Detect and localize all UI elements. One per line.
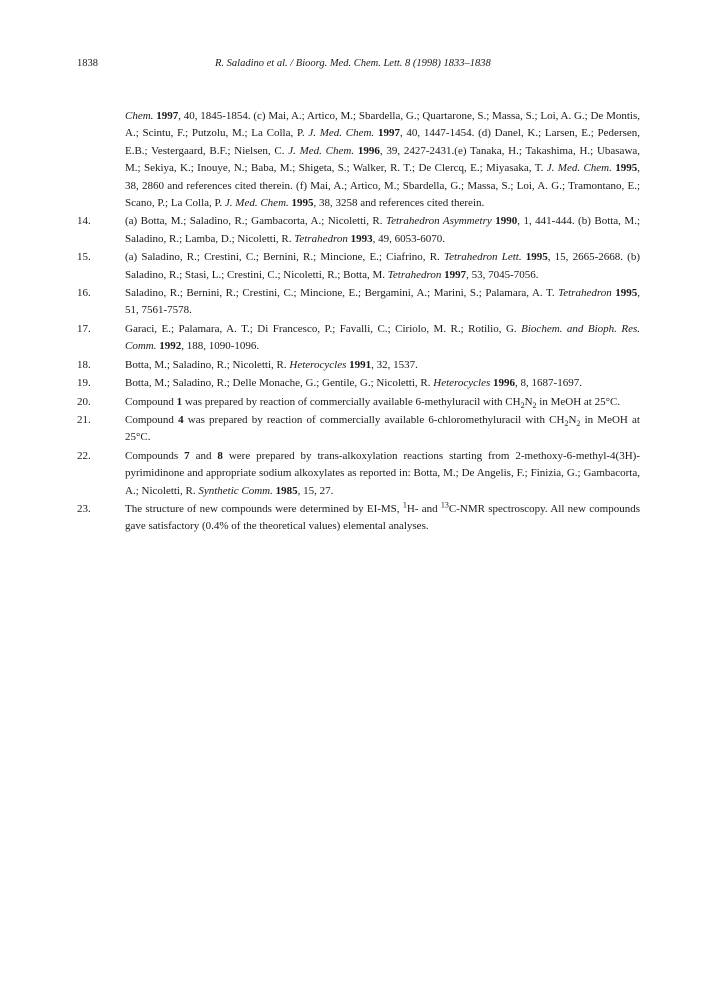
reference-segment: , 49, 6053-6070. (372, 232, 446, 245)
reference-segment: 1995 (525, 251, 548, 264)
reference-segment: , 51, 7561-7578. (125, 287, 641, 317)
reference-segment: Tetrahedron (558, 287, 612, 300)
reference-segment: N (524, 395, 533, 408)
reference-text (125, 394, 640, 411)
reference-item (77, 213, 640, 248)
reference-item (77, 357, 640, 374)
reference-segment: Synthetic Comm. (198, 484, 273, 497)
reference-segment: Tetrahedron Lett. (443, 251, 522, 264)
reference-segment: Heterocycles (433, 377, 491, 390)
reference-segment: , 15, 2665-2668. (b) Saladino, R.; Stasi, L.; Crestini, C.; Nicoletti, R.; Botta, M. (125, 251, 641, 281)
reference-text (125, 375, 640, 392)
reference-segment: J. Med. Chem. (224, 197, 289, 210)
reference-text (125, 213, 640, 248)
reference-item (77, 285, 640, 320)
reference-item (77, 412, 640, 447)
reference-segment: in MeOH at 25°C. (536, 395, 621, 408)
reference-segment: (a) Botta, M.; Saladino, R.; Gambacorta, A.; Nicoletti, R. (125, 215, 386, 228)
reference-segment: , 1, 441-444. (b) Botta, M.; Saladino, R.; Lamba, D.; Nicoletti, R. (125, 215, 640, 245)
reference-item (77, 108, 640, 212)
reference-segment: 1997 (156, 110, 179, 122)
reference-segment: were prepared by trans-alkoxylation reactions starting from 2-methoxy-6-methyl-4(3H)-pyrimidinone and appropriate sodium alkoxylates as reported in: Botta, M.; De Angelis, F.; Finizia, G.; Gambacorta, A.; Nicoletti, R. (125, 449, 640, 497)
reference-segment: in MeOH at 25°C. (125, 413, 640, 444)
reference-text (125, 285, 640, 320)
reference-segment: 1995 (615, 162, 638, 175)
reference-number: 17. (77, 322, 91, 335)
page-number: 1838 (77, 58, 98, 69)
reference-segment: , 39, 2427-2431.(e) Tanaka, H.; Takashima, H.; Ubasawa, M.; Sekiya, K.; Inouye, N.; Baba, M.; Shigeta, S.; Walker, R. T.; De Clercq, E.; Miyasaka, T. (125, 144, 641, 175)
reference-number: 21. (77, 413, 91, 426)
reference-segment: C-NMR spectroscopy. All new compounds gave satisfactory (0.4% of the theoretical values) elemental analyses. (125, 502, 640, 533)
reference-segment: (a) Saladino, R.; Crestini, C.; Bernini, R.; Mincione, E.; Ciafrino, R. (125, 251, 444, 264)
reference-segment: N (568, 413, 577, 426)
reference-segment: Chem. (125, 110, 154, 122)
reference-text (125, 249, 640, 284)
reference-segment: 1 (402, 500, 407, 510)
reference-segment: H- and (406, 502, 441, 515)
reference-segment: 2 (532, 400, 537, 410)
reference-text (125, 357, 640, 374)
reference-segment: , 188, 1090-1096. (181, 340, 260, 353)
reference-segment: 1996 (357, 144, 380, 157)
page-header (77, 58, 637, 74)
reference-segment: was prepared by reaction of commercially available 6-methyluracil with CH (182, 395, 521, 408)
reference-number: 20. (77, 395, 91, 408)
reference-segment: 1 (176, 395, 183, 408)
reference-segment: Saladino, R.; Bernini, R.; Crestini, C.; Mincione, E.; Bergamini, A.; Marini, S.; Palamara, A. T. (125, 287, 559, 300)
reference-number: 18. (77, 358, 91, 371)
reference-segment: J. Med. Chem. (546, 162, 612, 175)
reference-segment: 1991 (349, 358, 372, 371)
reference-segment: Biochem. and Bioph. Res. Comm. (125, 322, 640, 353)
reference-segment: Tetrahedron (387, 268, 442, 281)
reference-number: 16. (77, 287, 91, 300)
reference-segment: , 40, 1447-1454. (d) Danel, K.; Larsen, E.; Pedersen, E.B.; Vestergaard, B.F.; Nielsen, C. (125, 127, 641, 157)
reference-segment: 1992 (159, 340, 182, 353)
reference-segment: 13 (440, 500, 449, 510)
reference-segment: 2 (564, 419, 569, 429)
reference-segment: 7 (184, 449, 190, 462)
reference-list (77, 108, 640, 537)
reference-segment: J. Med. Chem. (288, 144, 355, 157)
reference-text (125, 501, 640, 536)
reference-segment: , 38, 3258 and references cited therein. (313, 197, 485, 210)
reference-segment: Garaci, E.; Palamara, A. T.; Di Francesco, P.; Favalli, C.; Ciriolo, M. R.; Rotilio, G. (125, 322, 522, 335)
reference-segment: 2 (576, 419, 581, 429)
reference-segment: 2 (520, 400, 525, 410)
reference-segment: , 53, 7045-7056. (466, 268, 539, 281)
reference-segment: , 40, 1845-1854. (c) Mai, A.; Artico, M.; Sbardella, G.; Quartarone, S.; Massa, S.; Loi, A. G.; De Montis, A.; Scintu, F.; Putzolu, M.; La Colla, P. (125, 110, 640, 140)
reference-segment: 1997 (377, 127, 400, 140)
reference-segment: 1995 (615, 287, 638, 300)
reference-text (125, 412, 640, 447)
reference-number: 14. (77, 215, 91, 228)
reference-text (125, 321, 640, 356)
reference-segment: and (189, 449, 218, 462)
reference-segment: Compound (125, 395, 177, 408)
reference-item (77, 394, 640, 411)
reference-segment: 1985 (275, 484, 298, 497)
reference-number: 22. (77, 449, 91, 462)
reference-item (77, 448, 640, 500)
reference-item (77, 501, 640, 536)
reference-segment: 1996 (493, 377, 516, 390)
reference-item (77, 375, 640, 392)
reference-segment: 1995 (291, 197, 314, 210)
reference-segment: , 8, 1687-1697. (515, 377, 582, 390)
reference-segment: Heterocycles (289, 358, 347, 371)
reference-segment: The structure of new compounds were determined by EI-MS, (125, 502, 403, 515)
reference-item (77, 249, 640, 284)
reference-segment: 1993 (350, 232, 373, 245)
reference-segment: Tetrahedron Asymmetry (386, 215, 492, 228)
reference-segment: was prepared by reaction of commercially available 6-chloromethyluracil with CH (183, 413, 565, 426)
reference-segment: Botta, M.; Saladino, R.; Delle Monache, G.; Gentile, G.; Nicoletti, R. (125, 377, 434, 390)
reference-segment: Botta, M.; Saladino, R.; Nicoletti, R. (125, 358, 290, 371)
reference-segment: , 15, 27. (297, 484, 334, 497)
reference-segment: 8 (217, 449, 223, 462)
reference-item (77, 321, 640, 356)
reference-text (125, 108, 640, 212)
reference-segment: 4 (178, 413, 184, 426)
reference-segment: 1990 (495, 215, 518, 228)
running-title: R. Saladino et al. / Bioorg. Med. Chem. Lett. 8 (1998) 1833–1838 (215, 58, 491, 69)
reference-segment: Compounds (125, 449, 185, 462)
reference-number: 23. (77, 502, 91, 515)
reference-text (125, 448, 640, 500)
reference-number: 15. (77, 251, 91, 264)
reference-number: 19. (77, 377, 91, 390)
reference-segment: , 38, 2860 and references cited therein. (f) Mai, A.; Artico, M.; Sbardella, G.; Massa, S.; Loi, A. G.; Tramontano, E.; Scano, P.; La Colla, P. (125, 162, 641, 210)
reference-segment: Compound (125, 413, 179, 426)
reference-segment: J. Med. Chem. (308, 127, 375, 140)
reference-segment: 1997 (444, 268, 467, 281)
reference-segment: Tetrahedron (294, 232, 348, 245)
reference-segment: , 32, 1537. (371, 358, 418, 371)
